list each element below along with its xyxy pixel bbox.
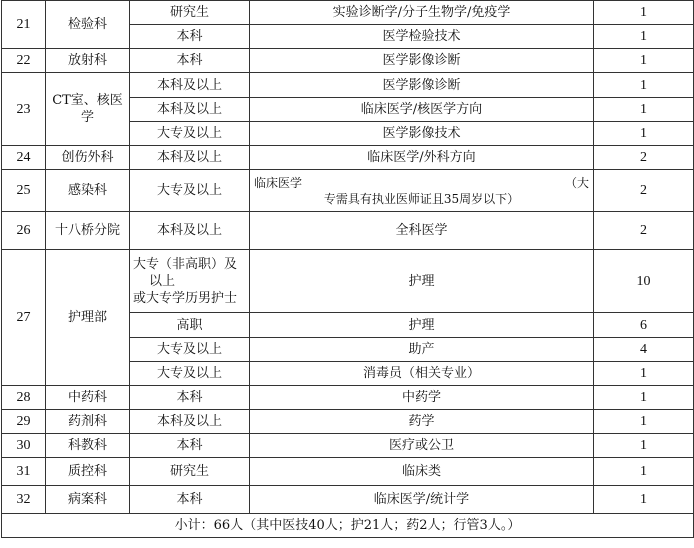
major: 医疗或公卫	[250, 434, 594, 458]
education-line: 以上	[149, 273, 176, 289]
count: 1	[594, 486, 694, 514]
count: 1	[594, 25, 694, 49]
count: 1	[594, 410, 694, 434]
education-line: 或大专学历男护士	[133, 290, 238, 306]
count: 1	[594, 386, 694, 410]
department: 十八桥分院	[46, 212, 130, 250]
education: 本科	[130, 486, 250, 514]
education: 大专及以上	[130, 122, 250, 146]
table-row	[2, 386, 694, 410]
count: 1	[594, 434, 694, 458]
department: 中药科	[46, 386, 130, 410]
department: 科教科	[46, 434, 130, 458]
major: 药学	[250, 410, 594, 434]
education: 研究生	[130, 1, 250, 25]
education: 本科及以上	[130, 212, 250, 250]
major-left: 临床医学	[254, 175, 303, 190]
education: 大专及以上	[130, 362, 250, 386]
education: 本科及以上	[130, 98, 250, 122]
major: 护理	[250, 313, 594, 338]
major	[250, 170, 594, 212]
department: 质控科	[46, 458, 130, 486]
row-number: 28	[2, 386, 46, 410]
count: 2	[594, 146, 694, 170]
count: 1	[594, 1, 694, 25]
table-row	[2, 458, 694, 486]
major: 护理	[250, 250, 594, 313]
major: 医学影像诊断	[250, 73, 594, 98]
education: 大专及以上	[130, 170, 250, 212]
table-row	[2, 212, 694, 250]
department: 护理部	[46, 250, 130, 386]
row-number: 30	[2, 434, 46, 458]
education: 本科及以上	[130, 73, 250, 98]
count: 6	[594, 313, 694, 338]
education: 本科及以上	[130, 146, 250, 170]
row-number: 22	[2, 49, 46, 73]
table-row	[2, 410, 694, 434]
major: 消毒员（相关专业）	[250, 362, 594, 386]
education: 本科及以上	[130, 410, 250, 434]
count: 1	[594, 122, 694, 146]
department: 创伤外科	[46, 146, 130, 170]
recruitment-table	[1, 0, 694, 538]
subtotal-row	[2, 514, 694, 538]
table-row	[2, 146, 694, 170]
education-line: 大专（非高职）及	[133, 256, 238, 272]
count: 10	[594, 250, 694, 313]
table-row	[2, 49, 694, 73]
major-right: （大	[564, 175, 589, 190]
count: 2	[594, 212, 694, 250]
count: 1	[594, 362, 694, 386]
row-number: 29	[2, 410, 46, 434]
major-line2: 专需具有执业医师证且35周岁以下）	[323, 191, 520, 206]
education: 大专及以上	[130, 338, 250, 362]
table-row	[2, 250, 694, 313]
table-row	[2, 73, 694, 98]
major: 医学检验技术	[250, 25, 594, 49]
row-number: 21	[2, 1, 46, 49]
major: 医学影像诊断	[250, 49, 594, 73]
department: 检验科	[46, 1, 130, 49]
row-number: 23	[2, 73, 46, 146]
education: 高职	[130, 313, 250, 338]
subtotal: 小计：66人（其中医技40人；护21人；药2人；行管3人。）	[2, 514, 694, 538]
major: 实验诊断学/分子生物学/免疫学	[250, 1, 594, 25]
table-row	[2, 1, 694, 25]
count: 1	[594, 49, 694, 73]
row-number: 27	[2, 250, 46, 386]
major: 临床医学/统计学	[250, 486, 594, 514]
department: 药剂科	[46, 410, 130, 434]
major: 助产	[250, 338, 594, 362]
major: 临床医学/核医学方向	[250, 98, 594, 122]
department: 病案科	[46, 486, 130, 514]
department: CT室、核医学	[46, 73, 130, 146]
department: 放射科	[46, 49, 130, 73]
count: 1	[594, 73, 694, 98]
count: 4	[594, 338, 694, 362]
education: 本科	[130, 49, 250, 73]
major: 医学影像技术	[250, 122, 594, 146]
count: 1	[594, 98, 694, 122]
count: 2	[594, 170, 694, 212]
row-number: 26	[2, 212, 46, 250]
education: 本科	[130, 434, 250, 458]
table-row	[2, 434, 694, 458]
education: 研究生	[130, 458, 250, 486]
major: 临床类	[250, 458, 594, 486]
education	[130, 250, 250, 313]
row-number: 25	[2, 170, 46, 212]
count: 1	[594, 458, 694, 486]
education: 本科	[130, 386, 250, 410]
table-row	[2, 486, 694, 514]
row-number: 31	[2, 458, 46, 486]
major: 临床医学/外科方向	[250, 146, 594, 170]
department: 感染科	[46, 170, 130, 212]
major: 中药学	[250, 386, 594, 410]
education: 本科	[130, 25, 250, 49]
major: 全科医学	[250, 212, 594, 250]
row-number: 24	[2, 146, 46, 170]
table-row	[2, 170, 694, 212]
row-number: 32	[2, 486, 46, 514]
